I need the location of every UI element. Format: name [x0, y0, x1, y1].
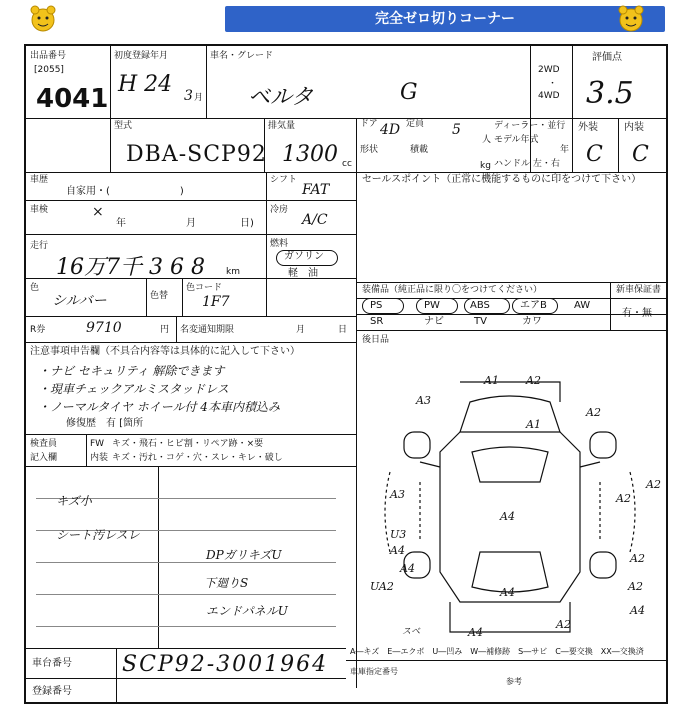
- equip-abs-circle: [464, 298, 510, 314]
- cc-label: cc: [342, 159, 352, 169]
- lot-sub-label: [2055]: [34, 65, 64, 75]
- color-code-label: 色コード: [186, 283, 223, 293]
- score-value: 3.5: [586, 76, 634, 111]
- mileage-label: 走行: [30, 241, 49, 251]
- vin-value: SCP92-3001964: [122, 652, 329, 677]
- diagram-mark: A2: [646, 478, 661, 491]
- repair-history-label: 修復歴 有 [箇所: [66, 418, 144, 429]
- diagram-mark: スベ: [402, 627, 421, 637]
- interior-grade-value: C: [632, 142, 649, 167]
- fuel-label: 燃料: [270, 239, 289, 249]
- warranty-value: 有・無: [622, 308, 652, 319]
- year-suffix-label: 年: [560, 145, 570, 155]
- displacement-value: 1300: [282, 142, 338, 167]
- diagram-note-2: 下廻りS: [204, 576, 249, 590]
- color-label: 色: [30, 283, 40, 293]
- equipment-label: 装備品（純正品に限り〇をつけてください）: [362, 285, 543, 295]
- diagram-mark: A3: [416, 394, 431, 407]
- vin-label: 車台番号: [32, 658, 72, 669]
- inspector-label: 検査員: [30, 439, 58, 449]
- name-change-label: 名変通知期限: [180, 325, 235, 335]
- equip-ps-circle: [362, 298, 404, 314]
- sales-point-label: セールスポイント（正常に機能するものに印をつけて下さい）: [362, 174, 642, 185]
- shift-value: FAT: [302, 182, 330, 198]
- notes-title: 注意事項申告欄（不具合内容等は具体的に記入して下さい）: [30, 346, 300, 357]
- grade-value: G: [400, 80, 418, 105]
- first-registration-year: H 24: [118, 72, 173, 97]
- diagram-mark: A1: [526, 418, 541, 431]
- fw-label: FW: [90, 439, 105, 449]
- mascot-icon: [28, 4, 58, 34]
- first-registration-month-suffix: 月: [194, 93, 204, 103]
- diagram-mark: A4: [400, 562, 415, 575]
- equip-aw: AW: [574, 300, 591, 311]
- diagram-mark: A2: [526, 374, 541, 387]
- warranty-label: 新車保証書: [616, 285, 662, 295]
- ac-value: A/C: [302, 212, 328, 228]
- door-value: 4D: [380, 122, 401, 138]
- car-name-value: ベルタ: [248, 85, 314, 110]
- equip-pw-circle: [416, 298, 458, 314]
- diagram-mark: A2: [628, 580, 643, 593]
- fuel-light-label: 軽 油: [288, 268, 318, 279]
- car-damage-diagram: [360, 372, 660, 642]
- reference-label: 参考: [506, 677, 522, 686]
- fw-legend: キズ・飛石・ヒビ割・リペア跡・×要: [112, 439, 264, 449]
- diagram-mark: A4: [468, 626, 483, 639]
- registration-label: 登録番号: [32, 686, 72, 697]
- kg-label: kg: [480, 161, 491, 171]
- interior-legend: キズ・汚れ・コゲ・穴・スレ・キレ・破し: [112, 453, 283, 463]
- interior-entry-label: 内装: [90, 453, 109, 463]
- equip-sr: SR: [370, 316, 384, 327]
- inspection-label: 車検: [30, 205, 49, 215]
- diagram-mark: A4: [390, 544, 405, 557]
- shift-label: シフト: [270, 175, 298, 185]
- equip-ps: PS: [370, 300, 383, 311]
- equip-navi: ナビ: [424, 316, 444, 327]
- mileage-value: 16万7千 3 6 8: [56, 255, 205, 280]
- fuel-value: ガソリン: [284, 251, 324, 262]
- capacity-label: 定員: [406, 119, 425, 129]
- equip-tv: TV: [474, 316, 487, 327]
- entry-label: 記入欄: [30, 453, 58, 463]
- displacement-label: 排気量: [268, 121, 296, 131]
- drive-dot-label: ・: [548, 79, 558, 89]
- note-line-3: ・ノーマルタイヤ ホイール付 4本車内積込み: [38, 400, 280, 414]
- model-code-value: DBA-SCP92: [126, 142, 267, 167]
- equip-leather: カワ: [522, 316, 542, 327]
- diagram-mark: A2: [616, 492, 631, 505]
- car-name-label: 車名・グレード: [210, 51, 274, 61]
- note-line-2: ・現車チェックアルミスタッドレス: [38, 382, 229, 396]
- diagram-mark: A2: [556, 618, 571, 631]
- equip-airbag: エアB: [520, 300, 547, 311]
- name-change-month-label: 月: [296, 325, 306, 335]
- diagram-note-1: DPガリキズU: [206, 548, 282, 562]
- handle-label: ハンドル 左・右: [494, 159, 560, 169]
- recycle-fee-value: 9710: [86, 320, 122, 336]
- lot-number-value: 4041: [36, 84, 109, 114]
- km-label: km: [226, 267, 240, 277]
- equip-abs: ABS: [470, 300, 490, 311]
- diagram-note-3: エンドパネルU: [206, 604, 288, 618]
- diagram-mark: A1: [484, 374, 499, 387]
- model-label: 型式: [114, 121, 133, 131]
- diagram-mark: A4: [500, 510, 515, 523]
- inspection-year-label: 年: [116, 218, 126, 229]
- inspection-day-label: 日): [240, 218, 254, 229]
- color-code-value: 1F7: [202, 294, 230, 310]
- model-year-label: モデル年式: [494, 135, 539, 145]
- interior-note-1: キズ小: [56, 494, 92, 508]
- header-bar: [0, 0, 700, 40]
- load-label: 積載: [410, 145, 429, 155]
- color-no-label: 色替: [150, 291, 169, 301]
- interior-note-2: シート汚レスレ: [56, 528, 140, 542]
- color-value: シルバー: [52, 293, 107, 309]
- drive-4wd-label: 4WD: [538, 91, 560, 101]
- first-registration-month: 3: [184, 88, 193, 104]
- persons-label: 人: [482, 135, 492, 145]
- diagram-mark: A3: [390, 488, 405, 501]
- capacity-value: 5: [452, 122, 461, 138]
- diagram-mark: U3: [390, 528, 407, 541]
- note-line-1: ・ナビ セキュリティ 解除できます: [38, 364, 225, 378]
- ac-label: 冷房: [270, 205, 289, 215]
- shape-label: 形状: [360, 145, 379, 155]
- lot-number-label: 出品番号: [30, 51, 67, 61]
- recycle-label: R券: [30, 325, 46, 335]
- vehicle-type-label: 車歴: [30, 175, 49, 185]
- dealer-label: ディーラー・並行: [494, 121, 566, 131]
- garage-no-label: 車庫指定番号: [350, 667, 398, 676]
- equip-pw: PW: [424, 300, 440, 311]
- yen-label: 円: [160, 325, 170, 335]
- inspection-mark: ×: [92, 204, 104, 220]
- damage-legend: A―キズ E―エクボ U―凹み W―補修跡 S―サビ C―要交換 XX―交換済: [350, 647, 644, 656]
- name-change-day-label: 日: [338, 325, 348, 335]
- diagram-mark: A2: [586, 406, 601, 419]
- diagram-mark: A4: [630, 604, 645, 617]
- rating-label: 評価点: [592, 52, 622, 63]
- banner-title: 完全ゼロ切りコーナー: [225, 6, 665, 32]
- later-date-label: 後日品: [362, 335, 390, 345]
- diagram-mark: UA2: [370, 580, 394, 593]
- exterior-grade-value: C: [586, 142, 603, 167]
- diagram-mark: A4: [500, 586, 515, 599]
- drive-2wd-label: 2WD: [538, 65, 560, 75]
- diagram-mark: A2: [630, 552, 645, 565]
- vehicle-type-value: 自家用・( ): [66, 186, 184, 197]
- door-label: ドア: [360, 119, 378, 129]
- exterior-label: 外装: [578, 122, 598, 133]
- inspection-month-label: 月: [186, 218, 196, 229]
- mascot-icon: [616, 4, 646, 34]
- car-outline: [360, 372, 660, 642]
- first-registration-label: 初度登録年月: [114, 51, 169, 61]
- interior-label: 内装: [624, 122, 644, 133]
- equip-airbag-circle: [512, 298, 558, 314]
